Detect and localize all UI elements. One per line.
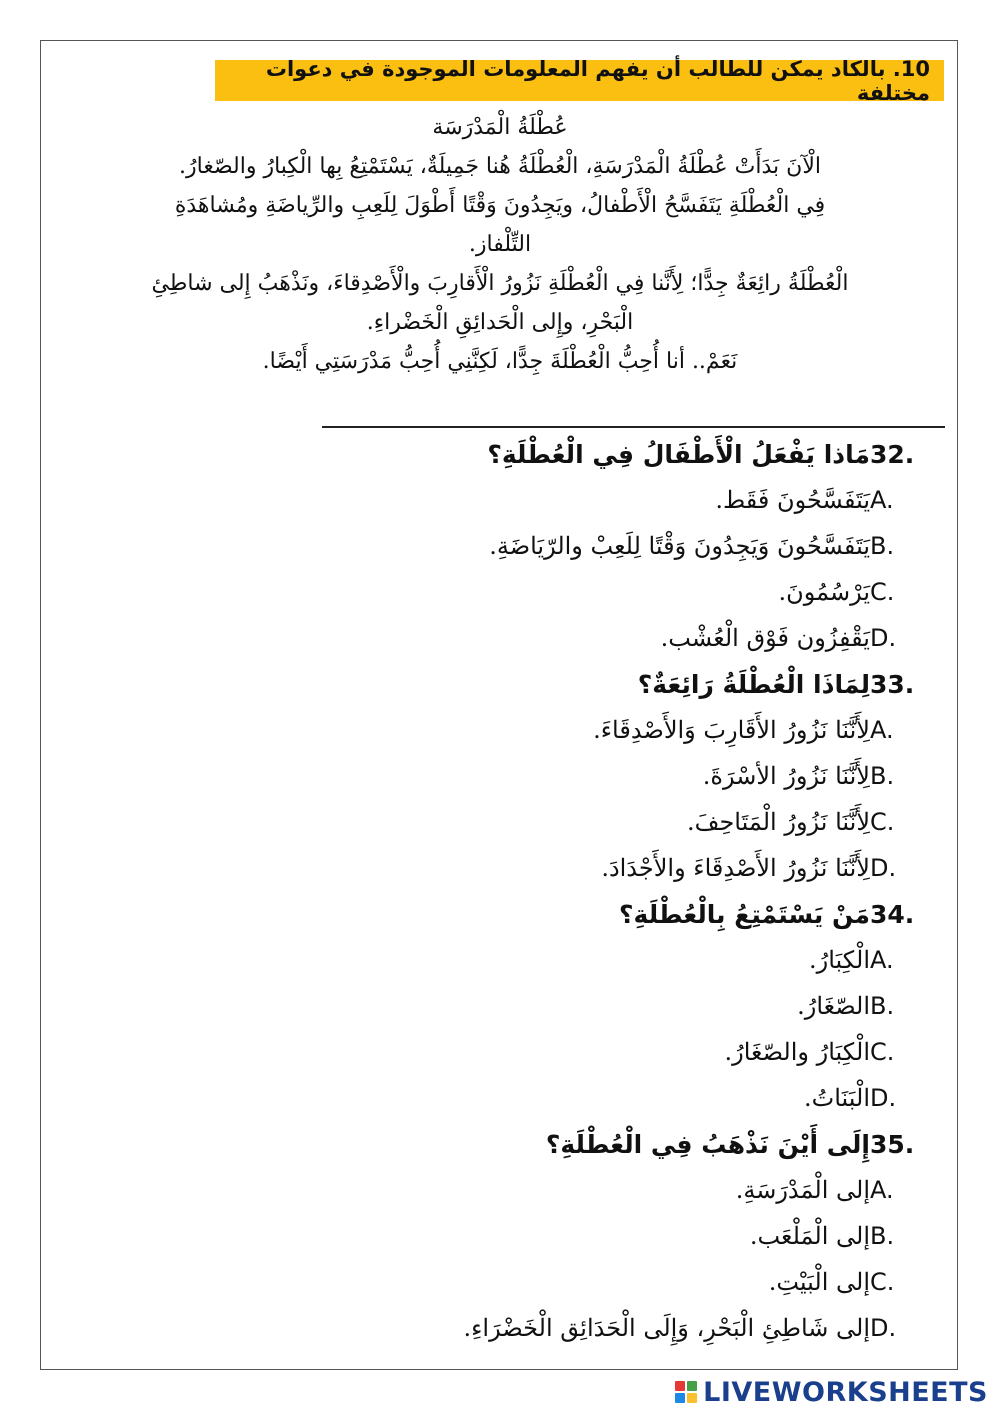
option-text: يَقْفِزُون فَوْق الْعُشْب. (660, 624, 870, 652)
option-letter: A. (870, 486, 894, 514)
option-letter: A. (870, 946, 894, 974)
question-33 (228, 661, 928, 891)
answer-option[interactable] (228, 753, 928, 799)
option-text: لِأَنَّنَا نَزُورُ الأَقَارِبَ وَالأَصْدِقَاءَ. (593, 716, 870, 744)
option-text: إلى الْبَيْتِ. (768, 1268, 870, 1296)
answer-option[interactable] (228, 1305, 928, 1351)
option-text: يَتَفَسَّحُونَ وَيَجِدُونَ وَقْتًا لِلَعِبْ والرّيَاضَةِ. (489, 532, 870, 560)
option-letter: D. (870, 1314, 897, 1342)
question-number: 34. (870, 899, 915, 929)
option-text: لِأَنَّنَا نَزُورُ الْمَتَاحِفَ. (687, 808, 870, 836)
answer-option[interactable] (228, 615, 928, 661)
option-text: الْكِبَارُ. (808, 946, 870, 974)
answer-option[interactable] (228, 937, 928, 983)
passage-line: الْبَحْرِ، وإِلى الْحَدائِقِ الْخَضْراءِ. (366, 310, 634, 335)
option-text: الصّغَارُ. (797, 992, 870, 1020)
passage-line: التِّلْفاز. (468, 232, 532, 257)
question-number: 32. (870, 439, 915, 469)
option-text: الْبَنَاتُ. (804, 1084, 870, 1112)
option-letter: D. (870, 854, 897, 882)
option-letter: B. (870, 532, 895, 560)
passage-line: فِي الْعُطْلَةِ يَتَفَسَّحُ الْأَطْفالُ، ويَجِدُونَ وَقْتًا أَطْوَلَ لِلَعِبِ والرِّياضَةِ ومُشاهَدَةِ (174, 193, 826, 218)
answer-option[interactable] (228, 477, 928, 523)
option-letter: B. (870, 762, 895, 790)
question-text: لِمَاذَا الْعُطْلَةُ رَائِعَةٌ؟ (637, 669, 870, 699)
option-text: إلى شَاطِئِ الْبَحْرِ، وَإِلَى الْحَدَائِق الْخَضْرَاءِ. (463, 1314, 870, 1342)
logo-text: LIVEWORKSHEETS (703, 1376, 988, 1408)
option-letter: C. (870, 808, 895, 836)
question-text: مَنْ يَسْتَمْتِعُ بِالْعُطْلَةِ؟ (619, 899, 870, 929)
answer-option[interactable] (228, 799, 928, 845)
option-text: يَرْسُمُونَ. (778, 578, 870, 606)
option-letter: A. (870, 716, 894, 744)
option-text: يَتَفَسَّحُونَ فَقَط. (715, 486, 870, 514)
option-text: إلى الْمَلْعَب. (749, 1222, 870, 1250)
banner-text: 10. بالكاد يمكن للطالب أن يفهم المعلومات الموجودة في دعوات مختلفة (265, 56, 930, 105)
question-text: إِلَى أَيْنَ نَذْهَبُ فِي الْعُطْلَةِ؟ (545, 1129, 870, 1159)
answer-option[interactable] (228, 1167, 928, 1213)
question-row (228, 661, 928, 707)
question-32 (228, 431, 928, 661)
option-letter: C. (870, 578, 895, 606)
answer-option[interactable] (228, 569, 928, 615)
option-letter: D. (870, 624, 897, 652)
option-letter: A. (870, 1176, 894, 1204)
question-number: 33. (870, 669, 915, 699)
question-34 (228, 891, 928, 1121)
question-row (228, 891, 928, 937)
option-letter: C. (870, 1038, 895, 1066)
option-letter: B. (870, 992, 895, 1020)
question-row (228, 1121, 928, 1167)
section-banner (215, 56, 944, 105)
option-letter: C. (870, 1268, 895, 1296)
option-text: إلى الْمَدْرَسَةِ. (735, 1176, 870, 1204)
question-35 (228, 1121, 928, 1351)
answer-option[interactable] (228, 1213, 928, 1259)
answer-option[interactable] (228, 845, 928, 891)
option-text: لِأَنَّنَا نَزُورُ الأَصْدِقَاءَ والأَجْدَادَ. (601, 854, 870, 882)
answer-option[interactable] (228, 1075, 928, 1121)
option-text: لِأَنَّنَا نَزُورُ الأسْرَةَ. (702, 762, 870, 790)
reading-passage (70, 108, 930, 381)
option-letter: B. (870, 1222, 895, 1250)
answer-option[interactable] (228, 1029, 928, 1075)
passage-line: الْآنَ بَدَأَتْ عُطْلَةُ الْمَدْرَسَةِ، الْعُطْلَةُ هُنا جَمِيلَةٌ، يَسْتَمْتِعُ بِها الْكِبارُ والصّغارُ. (179, 154, 821, 179)
passage-line: الْعُطْلَةُ رائِعَةٌ جِدًّا؛ لِأَنَّنا فِي الْعُطْلَةِ نَزُورُ الْأَقارِبَ والْأَصْدِقاءَ، ونَذْهَبُ إِلى شاطِئِ (151, 271, 849, 296)
passage-line: نَعَمْ.. أنا أُحِبُّ الْعُطْلَةَ جِدًّا، لَكِنَّنِي أُحِبُّ مَدْرَسَتِي أَيْضًا. (262, 349, 738, 374)
liveworksheets-logo[interactable] (675, 1375, 988, 1409)
question-text: مَاذا يَفْعَلُ الْأَطْفَالُ فِي الْعُطْلَةِ؟ (487, 439, 870, 469)
separator-line (322, 426, 945, 428)
question-number: 35. (870, 1129, 915, 1159)
logo-icon (675, 1381, 697, 1403)
answer-option[interactable] (228, 983, 928, 1029)
answer-option[interactable] (228, 1259, 928, 1305)
option-text: الْكِبَارُ والصّغَارُ. (724, 1038, 870, 1066)
option-letter: D. (870, 1084, 897, 1112)
answer-option[interactable] (228, 707, 928, 753)
question-row (228, 431, 928, 477)
passage-title: عُطْلَةُ الْمَدْرَسَة (432, 115, 568, 140)
answer-option[interactable] (228, 523, 928, 569)
